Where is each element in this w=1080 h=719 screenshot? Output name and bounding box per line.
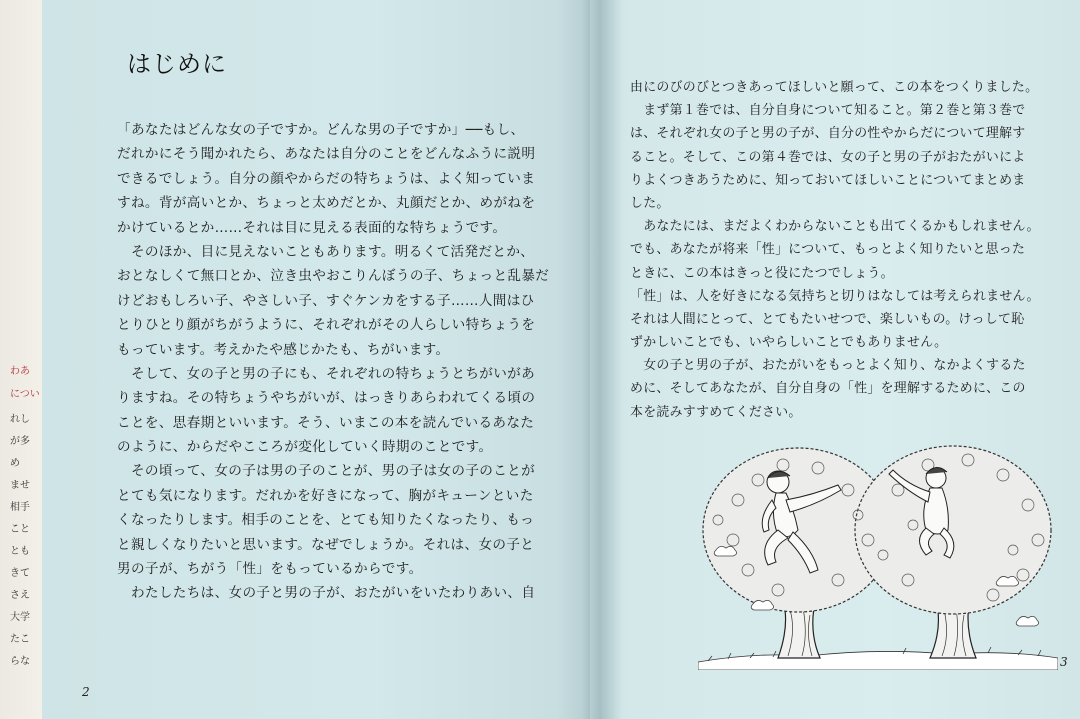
body-line: ずかしいことでも、いやらしいことでもありません。	[630, 335, 948, 351]
body-line: かけているとか……それは目に見える表面的な特ちょうです。	[117, 219, 507, 236]
underlying-page-line: が多	[10, 436, 30, 447]
underlying-page-line: わあ	[10, 366, 30, 377]
body-line: した。	[630, 195, 670, 211]
underlying-page-line: につい	[10, 389, 40, 400]
underlying-page-line: 相手	[10, 502, 30, 513]
body-line: だれかにそう聞かれたら、あなたは自分のことをどんなふうに説明	[117, 146, 536, 163]
underlying-page-line: れし	[10, 414, 30, 425]
body-line: でも、あなたが将来「性」について、もっとよく知りたいと思った	[630, 242, 1026, 258]
body-line: そして、女の子と男の子にも、それぞれの特ちょうとちがいがあ	[117, 365, 536, 382]
body-line: できるでしょう。自分の顔やからだの特ちょうは、よく知っていま	[117, 170, 536, 187]
underlying-page-line: とも	[10, 546, 30, 557]
body-line: けどおもしろい子、やさしい子、すぐケンカをする子……人間はひ	[117, 292, 535, 309]
body-line: ること。そして、この第４巻では、女の子と男の子がおたがいによ	[630, 149, 1026, 165]
underlying-page-line: こと	[10, 524, 30, 535]
underlying-page-line: め	[10, 458, 20, 469]
underlying-page-line: ませ	[10, 480, 30, 491]
body-line: その頃って、女の子は男の子のことが、男の子は女の子のことが	[117, 463, 536, 480]
underlying-page-line: 大学	[10, 612, 30, 623]
page-title: はじめに	[127, 50, 227, 78]
book-gutter	[582, 0, 622, 719]
body-line: 男の子が、ちがう「性」をもっているからです。	[117, 561, 423, 578]
body-line: 女の子と男の子が、おたがいをもっとよく知り、なかよくするた	[630, 358, 1026, 374]
body-line: 「性」は、人を好きになる気持ちと切りはなしては考えられません。	[630, 288, 1040, 304]
body-line: りますね。その特ちょうやちがいが、はっきりあらわれてくる頃の	[117, 390, 536, 407]
body-line: くなったりします。相手のことを、とても知りたくなったり、もっ	[117, 512, 535, 529]
body-line: とりひとり顔がちがうように、それぞれがその人らしい特ちょうを	[117, 317, 536, 334]
body-line: のように、からだやこころが変化していく時期のことです。	[117, 439, 493, 456]
body-line: わたしたちは、女の子と男の子が、おたがいをいたわりあい、自	[117, 585, 536, 602]
body-line: 「あなたはどんな女の子ですか。どんな男の子ですか」──もし、	[117, 122, 525, 138]
trees-illustration	[698, 430, 1058, 670]
left-page	[42, 0, 590, 719]
underlying-page-line: たこ	[10, 634, 30, 645]
right-page	[590, 0, 1080, 719]
body-line: ことを、思春期といいます。そう、いまこの本を読んでいるあなた	[117, 414, 535, 431]
body-line: りよくつきあうために、知っておいてほしいことについてまとめま	[630, 172, 1026, 188]
left-page-body	[117, 118, 572, 606]
body-line: すね。背が高いとか、ちょっと太めだとか、丸顔だとか、めがねを	[117, 195, 536, 212]
body-line: 由にのびのびとつきあってほしいと願って、この本をつくりました。	[630, 80, 1039, 95]
underlying-page-line: きて	[10, 568, 30, 579]
body-line: あなたには、まだよくわからないことも出てくるかもしれません。	[630, 219, 1040, 235]
body-line: まず第１巻では、自分自身について知ること。第２巻と第３巻で	[630, 103, 1026, 119]
body-line: とても気になります。だれかを好きになって、胸がキューンといた	[117, 487, 534, 504]
body-line: それは人間にとって、とてもたいせつで、楽しいもの。けっして恥	[630, 311, 1025, 327]
underlying-page-line: らな	[10, 656, 30, 667]
right-page-body	[630, 76, 1048, 424]
body-line: ときに、この本はきっと役にたつでしょう。	[630, 265, 894, 281]
underlying-page-line: さえ	[10, 590, 30, 601]
body-line: もっています。考えかたや感じかたも、ちがいます。	[117, 341, 450, 358]
body-line: おとなしくて無口とか、泣き虫やおこりんぼうの子、ちょっと乱暴だ	[117, 268, 550, 285]
body-line: 本を読みすすめてください。	[630, 404, 802, 420]
body-line: は、それぞれ女の子と男の子が、自分の性やからだについて理解す	[630, 126, 1026, 142]
page-number-right: 3	[1060, 655, 1068, 669]
body-line: めに、そしてあなたが、自分自身の「性」を理解するために、この	[630, 381, 1026, 397]
body-line: と親しくなりたいと思います。なぜでしょうか。それは、女の子と	[117, 536, 535, 553]
body-line: そのほか、目に見えないこともあります。明るくて活発だとか、	[117, 243, 535, 260]
open-book	[42, 0, 1080, 719]
page-number-left: 2	[82, 685, 90, 699]
